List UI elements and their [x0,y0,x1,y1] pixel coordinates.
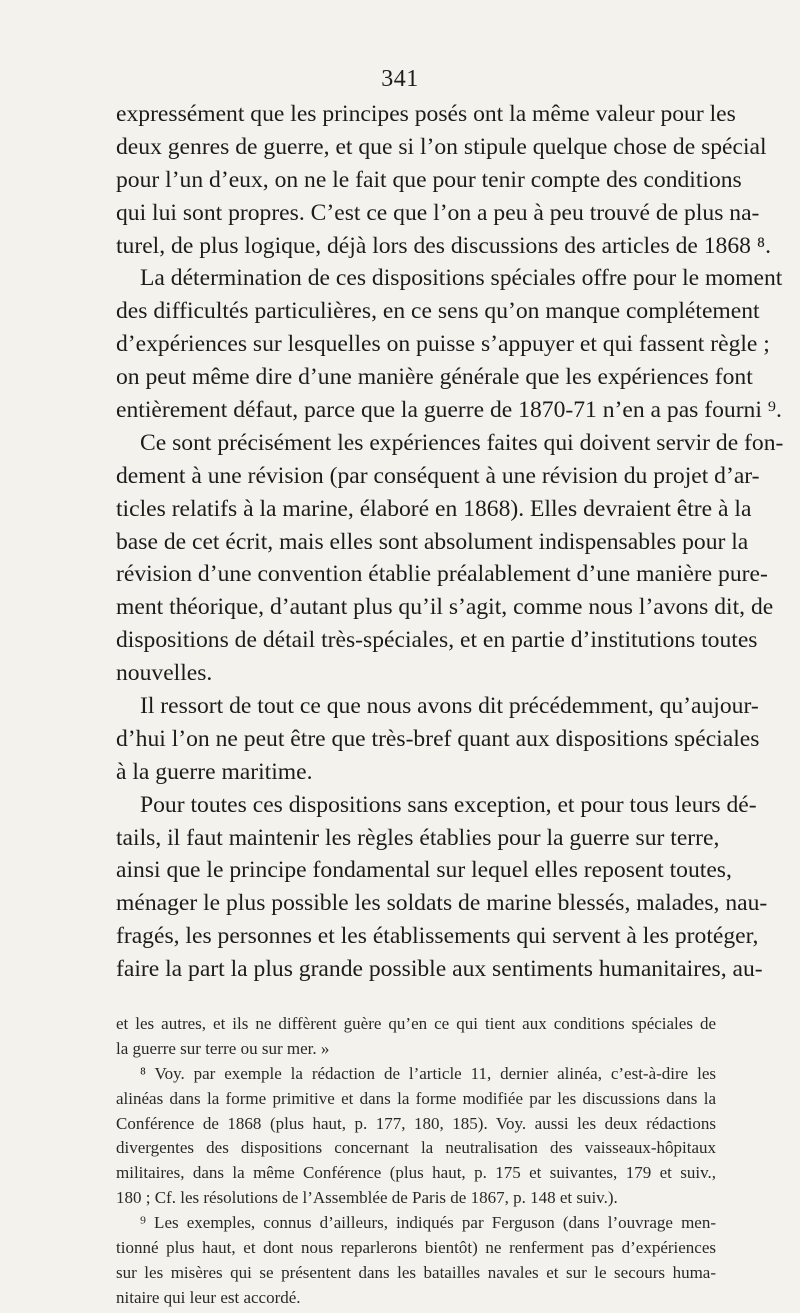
body-line: Pour toutes ces dispositions sans exception, et pour tous leurs dé- [140,791,757,818]
footnote-line: ⁹ Les exemples, connus d’ailleurs, indiqués par Ferguson (dans l’ouvrage men- [140,1213,716,1233]
body-line: tails, il faut maintenir les règles établies pour la guerre sur terre, [116,824,720,851]
body-line: nouvelles. [116,660,213,687]
body-line: d’expériences sur lesquelles on puisse s’appuyer et qui fassent règle ; [116,331,770,358]
body-line: ménager le plus possible les soldats de marine blessés, malades, nau- [116,890,768,917]
body-line: pour l’un d’eux, on ne le fait que pour tenir compte des conditions [116,166,742,193]
body-line: Il ressort de tout ce que nous avons dit précédemment, qu’aujour- [140,693,759,720]
page-number: 341 [381,66,419,92]
footnotes [116,1012,716,1311]
footnote-line: tionné plus haut, et dont nous reparlerons bientôt) ne renferment pas d’expériences [116,1238,716,1258]
footnote-line: militaires, dans la même Conférence (plus haut, p. 175 et suivantes, 179 et suiv., [116,1163,716,1183]
body-line: dement à une révision (par conséquent à une révision du projet d’ar- [116,462,760,489]
body-line: fragés, les personnes et les établissements qui servent à les protéger, [116,923,759,950]
body-line: d’hui l’on ne peut être que très-bref quant aux dispositions spéciales [116,725,760,752]
body-line: expressément que les principes posés ont la même valeur pour les [116,101,736,127]
body-line: révision d’une convention établie préalablement d’une manière pure- [116,561,768,588]
body-line: Ce sont précisément les expériences faites qui doivent servir de fon- [140,429,784,456]
footnote-line: et les autres, et ils ne diffèrent guère qu’en ce qui tient aux conditions spéciales de [116,1014,716,1033]
footnote-line: sur les misères qui se présentent dans les batailles navales et sur le secours huma- [116,1262,716,1282]
footnote-line: la guerre sur terre ou sur mer. » [116,1038,330,1058]
body-line: on peut même dire d’une manière générale que les expériences font [116,364,753,391]
body-line: faire la part la plus grande possible aux sentiments humanitaires, au- [116,956,763,983]
body-line: deux genres de guerre, et que si l’on stipule quelque chose de spécial [116,133,767,160]
body-line: qui lui sont propres. C’est ce que l’on a peu à peu trouvé de plus na- [116,199,760,226]
footnote-line: alinéas dans la forme primitive et dans la forme modifiée par les discussions dans la [116,1088,716,1108]
footnote-line: divergentes des dispositions concernant la neutralisation des vaisseaux-hôpitaux [116,1138,716,1158]
body-line: La détermination de ces dispositions spéciales offre pour le moment [140,265,783,292]
body-line: turel, de plus logique, déjà lors des discussions des articles de 1868 ⁸. [116,232,771,259]
footnote-line: nitaire qui leur est accordé. [116,1287,301,1307]
footnote-line: Conférence de 1868 (plus haut, p. 177, 180, 185). Voy. aussi les deux rédactions [116,1113,716,1133]
body-line: ticles relatifs à la marine, élaboré en 1868). Elles devraient être à la [116,495,752,522]
footnote-line: 180 ; Cf. les résolutions de l’Assemblée de Paris de 1867, p. 148 et suiv.). [116,1188,618,1208]
body-line: dispositions de détail très-spéciales, et en partie d’institutions toutes [116,627,758,654]
body-line: des difficultés particulières, en ce sens qu’on manque complétement [116,298,760,325]
body-text [116,98,784,986]
footnote-line: ⁸ Voy. par exemple la rédaction de l’article 11, dernier alinéa, c’est-à-dire les [140,1063,716,1083]
body-line: ainsi que le principe fondamental sur lequel elles reposent toutes, [116,857,732,884]
body-line: ment théorique, d’autant plus qu’il s’agit, comme nous l’avons dit, de [116,594,774,621]
body-line: entièrement défaut, parce que la guerre de 1870-71 n’en a pas fourni ⁹. [116,397,782,424]
body-line: base de cet écrit, mais elles sont absolument indispensables pour la [116,528,749,555]
body-line: à la guerre maritime. [116,758,313,785]
